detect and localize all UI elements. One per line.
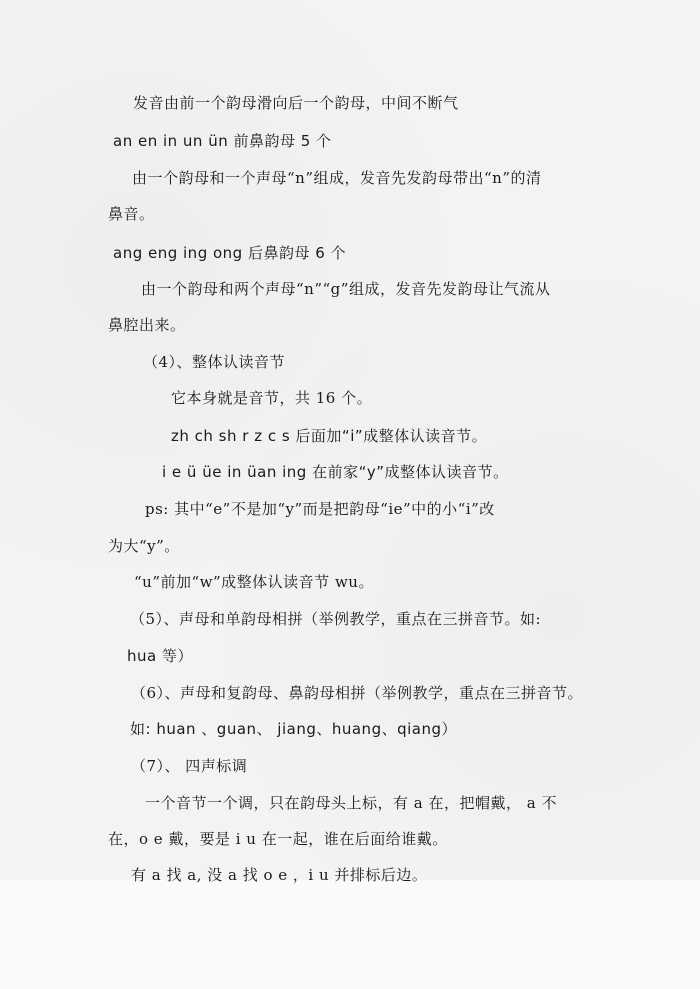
text-line-22: 有 a 找 a, 没 a 找 o e ，i u 并排标后边。 — [131, 866, 428, 884]
text-line-20: 一个音节一个调，只在韵母头上标，有 a 在，把帽戴， a 不 — [145, 794, 557, 812]
text-line-6: 由一个韵母和两个声母“n”“g”组成，发音先发韵母让气流从 — [141, 280, 551, 298]
section-heading-5: （5）、声母和单韵母相拼（举例教学，重点在三拼音节。如: — [130, 610, 542, 628]
text-line-18: 如: huan 、guan、 jiang、huang、qiang） — [130, 720, 457, 738]
section-heading-7: （7）、 四声标调 — [131, 757, 248, 775]
text-line-11: i e ü üe in üan ing 在前家“y”成整体认读音节。 — [162, 463, 509, 481]
text-line-4: 鼻音。 — [108, 205, 155, 223]
text-line-7: 鼻腔出来。 — [108, 316, 186, 334]
page-margin-bottom — [0, 880, 700, 989]
text-line-2: an en in un ün 前鼻韵母 5 个 — [113, 132, 332, 150]
section-heading-6: （6）、声母和复韵母、鼻韵母相拼（举例教学，重点在三拼音节。 — [131, 684, 584, 702]
text-line-13: 为大“y”。 — [108, 537, 180, 555]
text-line-1: 发音由前一个韵母滑向后一个韵母，中间不断气 — [133, 94, 459, 112]
text-line-5: ang eng ing ong 后鼻韵母 6 个 — [113, 244, 347, 262]
text-line-9: 它本身就是音节，共 16 个。 — [171, 389, 373, 407]
text-line-10: zh ch sh r z c s 后面加“i”成整体认读音节。 — [171, 427, 488, 445]
section-heading-4: （4）、整体认读音节 — [143, 353, 286, 371]
text-line-16: hua 等） — [127, 647, 193, 665]
text-line-3: 由一个韵母和一个声母“n”组成，发音先发韵母带出“n”的清 — [132, 169, 542, 187]
text-line-14: “u”前加“w”成整体认读音节 wu。 — [134, 573, 374, 591]
text-line-21: 在，o e 戴，要是 i u 在一起，谁在后面给谁戴。 — [108, 830, 448, 848]
text-line-12: ps: 其中“e”不是加“y”而是把韵母“ie”中的小“i”改 — [145, 500, 495, 518]
